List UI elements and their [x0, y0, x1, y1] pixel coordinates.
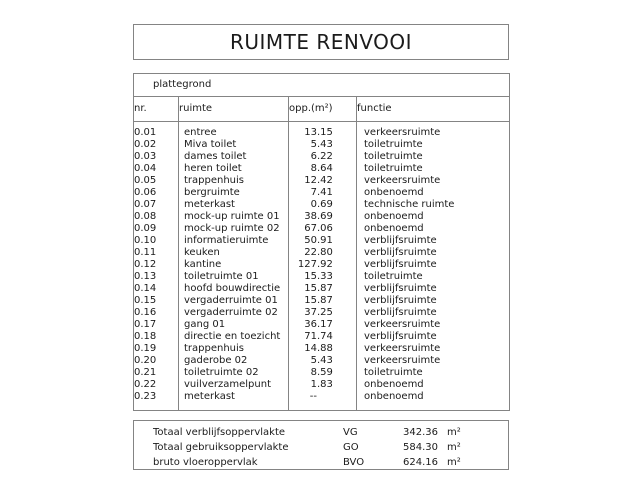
opp-integer-part: 37 — [304, 307, 317, 318]
cell-functie: technische ruimte — [357, 199, 510, 211]
cell-opp — [289, 379, 357, 391]
table-row — [134, 271, 510, 283]
opp-integer-part: 12 — [304, 175, 317, 186]
cell-opp — [289, 211, 357, 223]
opp-decimal-part: .25 — [317, 307, 333, 318]
opp-integer-part: 8 — [310, 163, 317, 174]
totals-label: Totaal verblijfsoppervlakte — [153, 427, 286, 438]
table-row — [134, 259, 510, 271]
opp-decimal-part: .74 — [317, 331, 333, 342]
opp-integer-part: 38 — [304, 211, 317, 222]
opp-decimal-part: .15 — [317, 127, 333, 138]
room-legend-table-wrap — [133, 73, 510, 411]
cell-ruimte: entree — [179, 122, 289, 140]
totals-code: GO — [343, 442, 359, 453]
totals-unit: m² — [447, 442, 461, 453]
cell-functie: toiletruimte — [357, 151, 510, 163]
opp-decimal-part: .69 — [317, 211, 333, 222]
cell-nr: 0.18 — [134, 331, 157, 342]
column-header-opp: opp.(m²) — [289, 97, 357, 122]
table-row — [134, 391, 510, 411]
table-row — [134, 379, 510, 391]
cell-opp — [289, 163, 357, 175]
cell-opp — [289, 247, 357, 259]
cell-nr: 0.03 — [134, 151, 157, 162]
opp-integer-part: 14 — [304, 343, 317, 354]
cell-nr: 0.21 — [134, 367, 157, 378]
totals-code: BVO — [343, 457, 365, 468]
cell-nr: 0.20 — [134, 355, 157, 366]
cell-functie: verblijfsruimte — [357, 331, 510, 343]
opp-integer-part: 15 — [304, 271, 317, 282]
table-row — [134, 367, 510, 379]
opp-decimal-part: .41 — [317, 187, 333, 198]
cell-ruimte: kantine — [179, 259, 289, 271]
opp-integer-part: 50 — [304, 235, 317, 246]
cell-nr: 0.11 — [134, 247, 157, 258]
table-row — [134, 355, 510, 367]
opp-integer-part: 67 — [304, 223, 317, 234]
table-row — [134, 235, 510, 247]
table-row — [134, 122, 510, 140]
cell-nr: 0.05 — [134, 175, 157, 186]
totals-code: VG — [343, 427, 358, 438]
cell-ruimte: toiletruimte 01 — [179, 271, 289, 283]
cell-opp — [289, 295, 357, 307]
opp-integer-part: 127 — [297, 259, 317, 270]
cell-ruimte: dames toilet — [179, 151, 289, 163]
totals-value: 624.16 — [403, 457, 438, 468]
opp-decimal-part: .80 — [317, 247, 333, 258]
totals-row — [134, 455, 508, 470]
room-table-body — [134, 122, 510, 411]
cell-functie: toiletruimte — [357, 163, 510, 175]
cell-functie: verkeersruimte — [357, 319, 510, 331]
table-row — [134, 163, 510, 175]
totals-unit: m² — [447, 457, 461, 468]
cell-ruimte: gang 01 — [179, 319, 289, 331]
cell-nr: 0.08 — [134, 211, 157, 222]
cell-ruimte: mock-up ruimte 01 — [179, 211, 289, 223]
cell-nr: 0.23 — [134, 391, 157, 402]
table-row — [134, 343, 510, 355]
cell-functie: onbenoemd — [357, 379, 510, 391]
cell-functie: verblijfsruimte — [357, 235, 510, 247]
cell-opp — [289, 259, 357, 271]
column-header-nr: nr. — [134, 97, 179, 122]
cell-opp — [289, 319, 357, 331]
cell-opp — [289, 391, 357, 411]
opp-decimal-part: .22 — [317, 151, 333, 162]
table-row — [134, 151, 510, 163]
totals-unit: m² — [447, 427, 461, 438]
table-row — [134, 187, 510, 199]
opp-integer-part: 15 — [304, 295, 317, 306]
totals-row — [134, 425, 508, 440]
cell-opp — [289, 122, 357, 140]
opp-integer-part: 5 — [310, 139, 317, 150]
cell-functie: onbenoemd — [357, 187, 510, 199]
cell-opp — [289, 151, 357, 163]
opp-decimal-part: .17 — [317, 319, 333, 330]
opp-decimal-part: .43 — [317, 139, 333, 150]
cell-ruimte: Miva toilet — [179, 139, 289, 151]
table-row — [134, 223, 510, 235]
totals-label: bruto vloeroppervlak — [153, 457, 258, 468]
cell-functie: onbenoemd — [357, 211, 510, 223]
page-title: RUIMTE RENVOOI — [229, 30, 413, 54]
cell-nr: 0.15 — [134, 295, 157, 306]
cell-functie: verblijfsruimte — [357, 283, 510, 295]
opp-decimal-part: .59 — [317, 367, 333, 378]
cell-functie: onbenoemd — [357, 391, 510, 411]
cell-nr: 0.12 — [134, 259, 157, 270]
opp-integer-part: 13 — [304, 127, 317, 138]
opp-decimal-part: .92 — [317, 259, 333, 270]
cell-ruimte: vergaderruimte 01 — [179, 295, 289, 307]
opp-decimal-part: .87 — [317, 283, 333, 294]
cell-nr: 0.04 — [134, 163, 157, 174]
cell-opp — [289, 343, 357, 355]
cell-ruimte: keuken — [179, 247, 289, 259]
cell-ruimte: trappenhuis — [179, 175, 289, 187]
cell-ruimte: meterkast — [179, 199, 289, 211]
opp-integer-part: 7 — [310, 187, 317, 198]
opp-decimal-part: .69 — [317, 199, 333, 210]
opp-integer-part: -- — [309, 391, 317, 402]
cell-opp — [289, 223, 357, 235]
cell-functie: verblijfsruimte — [357, 295, 510, 307]
cell-functie: verkeersruimte — [357, 175, 510, 187]
cell-ruimte: bergruimte — [179, 187, 289, 199]
cell-opp — [289, 175, 357, 187]
opp-integer-part: 6 — [310, 151, 317, 162]
opp-integer-part: 71 — [304, 331, 317, 342]
opp-decimal-part: .64 — [317, 163, 333, 174]
opp-decimal-part: .87 — [317, 295, 333, 306]
table-row — [134, 211, 510, 223]
cell-opp — [289, 307, 357, 319]
cell-functie: verkeersruimte — [357, 355, 510, 367]
cell-ruimte: trappenhuis — [179, 343, 289, 355]
table-row — [134, 199, 510, 211]
cell-opp — [289, 271, 357, 283]
column-header-functie: functie — [357, 97, 510, 122]
cell-functie: verblijfsruimte — [357, 259, 510, 271]
opp-decimal-part: .33 — [317, 271, 333, 282]
cell-functie: verblijfsruimte — [357, 247, 510, 259]
cell-nr: 0.02 — [134, 139, 157, 150]
cell-ruimte: vergaderruimte 02 — [179, 307, 289, 319]
cell-ruimte: mock-up ruimte 02 — [179, 223, 289, 235]
opp-decimal-part: .83 — [317, 379, 333, 390]
cell-functie: toiletruimte — [357, 271, 510, 283]
cell-functie: toiletruimte — [357, 139, 510, 151]
opp-integer-part: 22 — [304, 247, 317, 258]
table-row — [134, 319, 510, 331]
cell-nr: 0.16 — [134, 307, 157, 318]
cell-opp — [289, 331, 357, 343]
cell-nr: 0.06 — [134, 187, 157, 198]
table-row — [134, 139, 510, 151]
cell-nr: 0.19 — [134, 343, 157, 354]
opp-decimal-part: .06 — [317, 223, 333, 234]
opp-integer-part: 36 — [304, 319, 317, 330]
cell-functie: verkeersruimte — [357, 122, 510, 140]
cell-opp — [289, 199, 357, 211]
table-row — [134, 307, 510, 319]
room-legend-table — [133, 73, 510, 411]
opp-integer-part: 15 — [304, 283, 317, 294]
cell-opp — [289, 283, 357, 295]
cell-nr: 0.22 — [134, 379, 157, 390]
column-header-ruimte: ruimte — [179, 97, 289, 122]
cell-functie: toiletruimte — [357, 367, 510, 379]
cell-ruimte: vuilverzamelpunt — [179, 379, 289, 391]
opp-integer-part: 0 — [310, 199, 317, 210]
table-header-row — [134, 97, 510, 122]
table-row — [134, 283, 510, 295]
cell-opp — [289, 139, 357, 151]
totals-value: 342.36 — [403, 427, 438, 438]
cell-nr: 0.13 — [134, 271, 157, 282]
cell-opp — [289, 235, 357, 247]
cell-opp — [289, 355, 357, 367]
cell-ruimte: toiletruimte 02 — [179, 367, 289, 379]
cell-nr: 0.17 — [134, 319, 157, 330]
totals-box — [133, 420, 509, 470]
opp-decimal-part: .91 — [317, 235, 333, 246]
cell-nr: 0.14 — [134, 283, 157, 294]
cell-nr: 0.07 — [134, 199, 157, 210]
opp-integer-part: 5 — [310, 355, 317, 366]
table-caption-row — [134, 74, 510, 97]
cell-ruimte: hoofd bouwdirectie — [179, 283, 289, 295]
opp-decimal-part: .42 — [317, 175, 333, 186]
cell-ruimte: meterkast — [179, 391, 289, 411]
cell-nr: 0.09 — [134, 223, 157, 234]
table-row — [134, 295, 510, 307]
opp-integer-part: 8 — [310, 367, 317, 378]
cell-nr: 0.10 — [134, 235, 157, 246]
title-box — [133, 24, 509, 60]
cell-nr: 0.01 — [134, 127, 157, 138]
table-row — [134, 175, 510, 187]
opp-decimal-part: .43 — [317, 355, 333, 366]
cell-opp — [289, 187, 357, 199]
cell-opp — [289, 367, 357, 379]
table-caption: plattegrond — [134, 74, 510, 97]
totals-label: Totaal gebruiksoppervlakte — [153, 442, 289, 453]
totals-row — [134, 440, 508, 455]
opp-integer-part: 1 — [310, 379, 317, 390]
cell-ruimte: informatieruimte — [179, 235, 289, 247]
cell-ruimte: heren toilet — [179, 163, 289, 175]
cell-ruimte: directie en toezicht — [179, 331, 289, 343]
cell-functie: verkeersruimte — [357, 343, 510, 355]
table-row — [134, 247, 510, 259]
totals-value: 584.30 — [403, 442, 438, 453]
cell-functie: verblijfsruimte — [357, 307, 510, 319]
cell-ruimte: gaderobe 02 — [179, 355, 289, 367]
opp-decimal-part: .88 — [317, 343, 333, 354]
table-row — [134, 331, 510, 343]
cell-functie: onbenoemd — [357, 223, 510, 235]
